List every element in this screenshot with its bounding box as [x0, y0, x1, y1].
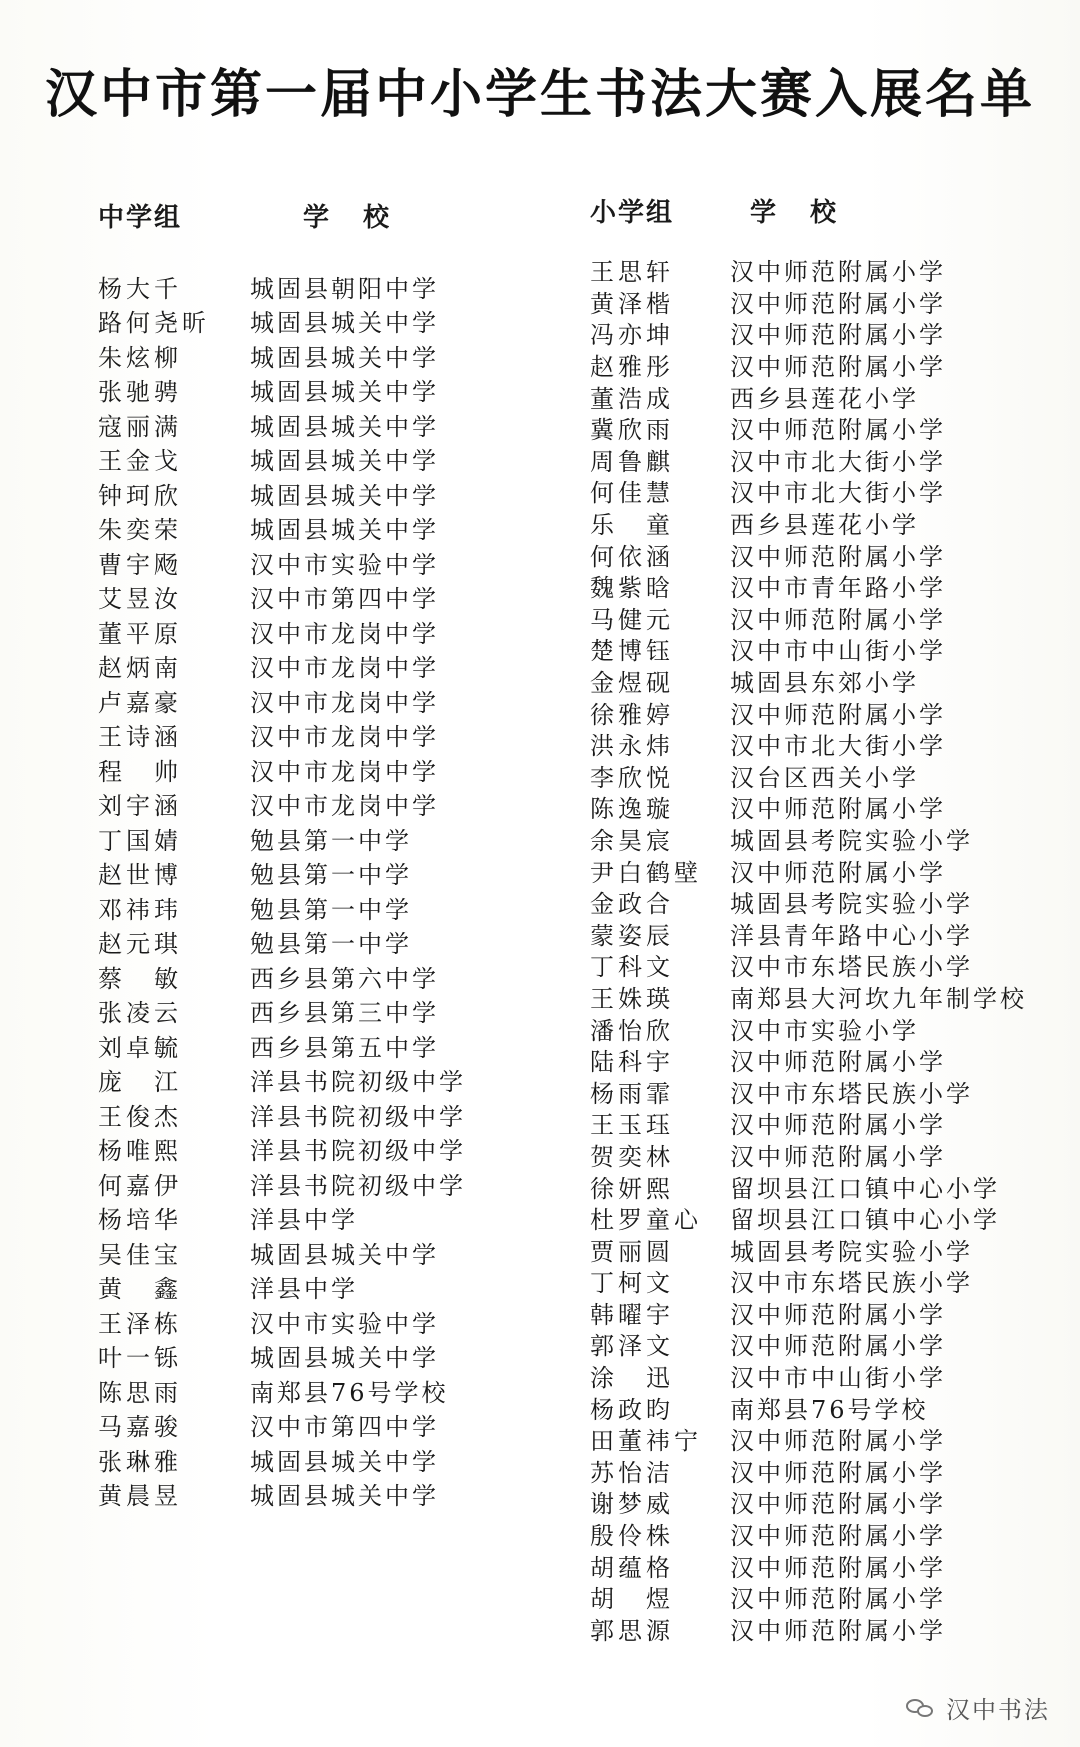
- middle-school-group-header: 中学组: [98, 202, 183, 233]
- school-name: 城固县朝阳中学: [250, 274, 439, 303]
- list-row: [590, 791, 1060, 823]
- list-row: [590, 728, 1060, 760]
- list-row: [98, 752, 538, 787]
- school-name: 城固县城关中学: [250, 378, 439, 407]
- student-name: 王诗涵: [98, 723, 182, 752]
- list-row: [98, 1201, 538, 1236]
- school-name: 洋县中学: [250, 1206, 358, 1235]
- student-name: 何佳慧: [590, 479, 674, 508]
- school-name: 城固县城关中学: [250, 1447, 439, 1476]
- school-name: 洋县书院初级中学: [250, 1171, 466, 1200]
- student-name: 苏怡洁: [590, 1458, 674, 1487]
- student-name: 陈逸璇: [590, 795, 674, 824]
- school-name: 南郑县大河坎九年制学校: [730, 984, 1027, 1013]
- student-name: 丁柯文: [590, 1269, 674, 1298]
- list-row: [590, 760, 1060, 792]
- list-row: [590, 1075, 1060, 1107]
- student-name: 赵元琪: [98, 930, 182, 959]
- list-row: [590, 412, 1060, 444]
- student-name: 周鲁麒: [590, 447, 674, 476]
- student-name: 卢嘉豪: [98, 688, 182, 717]
- list-row: [590, 665, 1060, 697]
- list-row: [98, 511, 538, 546]
- list-row: [590, 1581, 1060, 1613]
- student-name: 王玉珏: [590, 1111, 674, 1140]
- student-name: 李欣悦: [590, 763, 674, 792]
- student-name: 蔡 敏: [98, 964, 182, 993]
- list-row: [590, 1202, 1060, 1234]
- school-name: 城固县城关中学: [250, 1482, 439, 1511]
- list-row: [590, 507, 1060, 539]
- list-row: [98, 787, 538, 822]
- wechat-icon: [906, 1697, 936, 1719]
- student-name: 马嘉骏: [98, 1413, 182, 1442]
- school-name: 西乡县第三中学: [250, 999, 439, 1028]
- school-name: 汉中市青年路小学: [730, 574, 946, 603]
- student-name: 赵炳南: [98, 654, 182, 683]
- list-row: [98, 1270, 538, 1305]
- student-name: 寇丽满: [98, 412, 182, 441]
- school-name: 汉中市龙岗中学: [250, 723, 439, 752]
- school-name: 南郑县76号学校: [250, 1378, 449, 1407]
- student-name: 董平原: [98, 619, 182, 648]
- student-name: 贾丽圆: [590, 1237, 674, 1266]
- school-name: 汉中师范附属小学: [730, 1522, 946, 1551]
- school-name: 西乡县第六中学: [250, 964, 439, 993]
- list-row: [98, 649, 538, 684]
- student-name: 董浩成: [590, 384, 674, 413]
- list-row: [590, 949, 1060, 981]
- list-row: [98, 580, 538, 615]
- list-row: [98, 1408, 538, 1443]
- student-name: 张凌云: [98, 999, 182, 1028]
- school-name: 汉中师范附属小学: [730, 1300, 946, 1329]
- list-row: [590, 1455, 1060, 1487]
- list-row: [98, 1132, 538, 1167]
- school-name: 汉中市东塔民族小学: [730, 1269, 973, 1298]
- student-name: 徐雅婷: [590, 700, 674, 729]
- student-name: 蒙姿辰: [590, 921, 674, 950]
- list-row: [98, 994, 538, 1029]
- student-name: 田董祎宁: [590, 1427, 702, 1456]
- school-name: 汉中市第四中学: [250, 1413, 439, 1442]
- student-name: 金政合: [590, 890, 674, 919]
- list-row: [590, 1549, 1060, 1581]
- school-name: 城固县城关中学: [250, 516, 439, 545]
- list-row: [590, 254, 1060, 286]
- school-name: 汉中师范附属小学: [730, 321, 946, 350]
- student-name: 王姝瑛: [590, 984, 674, 1013]
- list-row: [98, 890, 538, 925]
- school-name: 汉中师范附属小学: [730, 1490, 946, 1519]
- school-name: 勉县第一中学: [250, 826, 412, 855]
- list-row: [590, 570, 1060, 602]
- list-row: [590, 475, 1060, 507]
- list-row: [98, 1063, 538, 1098]
- school-name: 汉中师范附属小学: [730, 1458, 946, 1487]
- school-name: 城固县城关中学: [250, 481, 439, 510]
- list-row: [590, 1518, 1060, 1550]
- middle-school-section: [98, 195, 538, 1511]
- student-name: 张驰骋: [98, 378, 182, 407]
- list-row: [98, 304, 538, 339]
- school-name: 城固县东郊小学: [730, 669, 919, 698]
- list-row: [98, 545, 538, 580]
- list-row: [590, 696, 1060, 728]
- student-name: 涂 迅: [590, 1364, 674, 1393]
- student-name: 冯亦坤: [590, 321, 674, 350]
- list-row: [590, 1360, 1060, 1392]
- school-name: 汉中师范附属小学: [730, 1142, 946, 1171]
- student-name: 王金戈: [98, 447, 182, 476]
- student-name: 何嘉伊: [98, 1171, 182, 1200]
- list-row: [590, 1265, 1060, 1297]
- middle-school-list: [98, 269, 538, 1511]
- middle-school-header: [98, 195, 538, 235]
- school-name: 汉台区西关小学: [730, 763, 919, 792]
- student-name: 郭泽文: [590, 1332, 674, 1361]
- school-name: 南郑县76号学校: [730, 1395, 929, 1424]
- school-name: 留坝县江口镇中心小学: [730, 1206, 1000, 1235]
- school-name: 勉县第一中学: [250, 895, 412, 924]
- student-name: 杜罗童心: [590, 1206, 702, 1235]
- student-name: 庞 江: [98, 1068, 182, 1097]
- student-name: 韩曜宇: [590, 1300, 674, 1329]
- list-row: [98, 1442, 538, 1477]
- primary-school-group-header: 小学组: [590, 197, 675, 228]
- school-name: 洋县书院初级中学: [250, 1068, 466, 1097]
- student-name: 乐 童: [590, 511, 674, 540]
- list-row: [98, 925, 538, 960]
- list-row: [98, 1477, 538, 1512]
- list-row: [98, 683, 538, 718]
- school-name: 汉中师范附属小学: [730, 700, 946, 729]
- list-row: [590, 1613, 1060, 1645]
- school-name: 汉中师范附属小学: [730, 1427, 946, 1456]
- student-name: 朱炫柳: [98, 343, 182, 372]
- primary-school-list: [590, 254, 1060, 1644]
- student-name: 曹宇飏: [98, 550, 182, 579]
- student-name: 王泽栋: [98, 1309, 182, 1338]
- student-name: 冀欣雨: [590, 416, 674, 445]
- list-row: [590, 981, 1060, 1013]
- list-row: [590, 1044, 1060, 1076]
- list-row: [98, 821, 538, 856]
- primary-school-school-header: 学校: [750, 197, 871, 228]
- student-name: 赵世博: [98, 861, 182, 890]
- student-name: 朱奕荣: [98, 516, 182, 545]
- student-name: 尹白鹤壁: [590, 858, 702, 887]
- student-name: 吴佳宝: [98, 1240, 182, 1269]
- list-row: [590, 444, 1060, 476]
- list-row: [590, 1107, 1060, 1139]
- list-row: [98, 1097, 538, 1132]
- school-name: 汉中市实验中学: [250, 550, 439, 579]
- list-row: [590, 1297, 1060, 1329]
- school-name: 西乡县第五中学: [250, 1033, 439, 1062]
- school-name: 城固县城关中学: [250, 309, 439, 338]
- student-name: 郭思源: [590, 1616, 674, 1645]
- page-title: 汉中市第一届中小学生书法大赛入展名单: [44, 64, 1035, 125]
- student-name: 余昊宸: [590, 826, 674, 855]
- school-name: 汉中师范附属小学: [730, 353, 946, 382]
- student-name: 艾昱汝: [98, 585, 182, 614]
- school-name: 汉中师范附属小学: [730, 1616, 946, 1645]
- student-name: 刘宇涵: [98, 792, 182, 821]
- list-row: [590, 633, 1060, 665]
- student-name: 邓祎玮: [98, 895, 182, 924]
- school-name: 汉中师范附属小学: [730, 858, 946, 887]
- school-name: 城固县考院实验小学: [730, 1237, 973, 1266]
- school-name: 城固县城关中学: [250, 1240, 439, 1269]
- list-row: [98, 1235, 538, 1270]
- student-name: 杨唯熙: [98, 1137, 182, 1166]
- list-row: [98, 1028, 538, 1063]
- student-name: 徐妍熙: [590, 1174, 674, 1203]
- list-row: [590, 1233, 1060, 1265]
- primary-school-section: [590, 190, 1060, 1644]
- school-name: 勉县第一中学: [250, 930, 412, 959]
- school-name: 汉中市中山街小学: [730, 1364, 946, 1393]
- list-row: [98, 1339, 538, 1374]
- school-name: 汉中市北大街小学: [730, 732, 946, 761]
- student-name: 丁科文: [590, 953, 674, 982]
- list-row: [590, 1139, 1060, 1171]
- school-name: 洋县书院初级中学: [250, 1102, 466, 1131]
- list-row: [98, 1166, 538, 1201]
- list-row: [590, 917, 1060, 949]
- school-name: 汉中市北大街小学: [730, 479, 946, 508]
- student-name: 赵雅彤: [590, 353, 674, 382]
- list-row: [590, 823, 1060, 855]
- student-name: 潘怡欣: [590, 1016, 674, 1045]
- list-row: [98, 1304, 538, 1339]
- student-name: 黄晨昱: [98, 1482, 182, 1511]
- student-name: 黄 鑫: [98, 1275, 182, 1304]
- list-row: [98, 269, 538, 304]
- list-row: [98, 442, 538, 477]
- watermark-text: 汉中书法: [946, 1696, 1050, 1724]
- school-name: 汉中师范附属小学: [730, 1111, 946, 1140]
- school-name: 汉中师范附属小学: [730, 1553, 946, 1582]
- school-name: 留坝县江口镇中心小学: [730, 1174, 1000, 1203]
- school-name: 洋县中学: [250, 1275, 358, 1304]
- school-name: 汉中师范附属小学: [730, 258, 946, 287]
- student-name: 杨大千: [98, 274, 182, 303]
- student-name: 殷伶株: [590, 1522, 674, 1551]
- school-name: 汉中市龙岗中学: [250, 757, 439, 786]
- school-name: 城固县城关中学: [250, 447, 439, 476]
- school-name: 城固县城关中学: [250, 412, 439, 441]
- student-name: 金煜砚: [590, 669, 674, 698]
- list-row: [98, 856, 538, 891]
- student-name: 丁国婧: [98, 826, 182, 855]
- school-name: 汉中师范附属小学: [730, 1585, 946, 1614]
- list-row: [98, 614, 538, 649]
- student-name: 刘卓毓: [98, 1033, 182, 1062]
- school-name: 汉中师范附属小学: [730, 542, 946, 571]
- school-name: 城固县城关中学: [250, 1344, 439, 1373]
- watermark: [906, 1690, 1050, 1725]
- student-name: 楚博钰: [590, 637, 674, 666]
- student-name: 杨政昀: [590, 1395, 674, 1424]
- school-name: 洋县青年路中心小学: [730, 921, 973, 950]
- student-name: 马健元: [590, 605, 674, 634]
- list-row: [98, 476, 538, 511]
- student-name: 胡蕴格: [590, 1553, 674, 1582]
- school-name: 汉中师范附属小学: [730, 1332, 946, 1361]
- student-name: 程 帅: [98, 757, 182, 786]
- school-name: 西乡县莲花小学: [730, 511, 919, 540]
- school-name: 勉县第一中学: [250, 861, 412, 890]
- student-name: 洪永炜: [590, 732, 674, 761]
- list-row: [98, 718, 538, 753]
- student-name: 魏紫晗: [590, 574, 674, 603]
- list-row: [590, 1486, 1060, 1518]
- student-name: 陈思雨: [98, 1378, 182, 1407]
- student-name: 钟珂欣: [98, 481, 182, 510]
- list-row: [590, 602, 1060, 634]
- student-name: 何依涵: [590, 542, 674, 571]
- school-name: 洋县书院初级中学: [250, 1137, 466, 1166]
- school-name: 城固县考院实验小学: [730, 826, 973, 855]
- list-row: [590, 538, 1060, 570]
- list-row: [590, 1391, 1060, 1423]
- school-name: 汉中市第四中学: [250, 585, 439, 614]
- school-name: 汉中市中山街小学: [730, 637, 946, 666]
- school-name: 汉中市实验小学: [730, 1016, 919, 1045]
- student-name: 张琳雅: [98, 1447, 182, 1476]
- school-name: 汉中师范附属小学: [730, 605, 946, 634]
- school-name: 汉中市东塔民族小学: [730, 1079, 973, 1108]
- list-row: [98, 959, 538, 994]
- list-row: [590, 886, 1060, 918]
- student-name: 谢梦威: [590, 1490, 674, 1519]
- school-name: 汉中师范附属小学: [730, 289, 946, 318]
- school-name: 汉中市龙岗中学: [250, 688, 439, 717]
- list-row: [590, 1328, 1060, 1360]
- school-name: 汉中市龙岗中学: [250, 792, 439, 821]
- school-name: 城固县城关中学: [250, 343, 439, 372]
- school-name: 汉中市龙岗中学: [250, 619, 439, 648]
- student-name: 贺奕林: [590, 1142, 674, 1171]
- list-row: [590, 349, 1060, 381]
- list-row: [590, 317, 1060, 349]
- school-name: 汉中市北大街小学: [730, 447, 946, 476]
- list-row: [98, 338, 538, 373]
- primary-school-header: [590, 190, 1060, 230]
- student-name: 杨雨霏: [590, 1079, 674, 1108]
- student-name: 黄泽楷: [590, 289, 674, 318]
- list-row: [98, 1373, 538, 1408]
- student-name: 胡 煜: [590, 1585, 674, 1614]
- school-name: 汉中师范附属小学: [730, 795, 946, 824]
- school-name: 汉中师范附属小学: [730, 1048, 946, 1077]
- list-row: [590, 380, 1060, 412]
- student-name: 王俊杰: [98, 1102, 182, 1131]
- student-name: 杨培华: [98, 1206, 182, 1235]
- list-row: [590, 854, 1060, 886]
- school-name: 汉中市龙岗中学: [250, 654, 439, 683]
- middle-school-school-header: 学校: [303, 202, 424, 233]
- list-row: [590, 1170, 1060, 1202]
- school-name: 汉中师范附属小学: [730, 416, 946, 445]
- school-name: 汉中市实验中学: [250, 1309, 439, 1338]
- school-name: 汉中市东塔民族小学: [730, 953, 973, 982]
- student-name: 路何尧昕: [98, 309, 210, 338]
- school-name: 西乡县莲花小学: [730, 384, 919, 413]
- list-row: [98, 373, 538, 408]
- list-row: [590, 286, 1060, 318]
- student-name: 王思轩: [590, 258, 674, 287]
- list-row: [590, 1423, 1060, 1455]
- list-row: [98, 407, 538, 442]
- student-name: 陆科宇: [590, 1048, 674, 1077]
- student-name: 叶一铄: [98, 1344, 182, 1373]
- school-name: 城固县考院实验小学: [730, 890, 973, 919]
- list-row: [590, 1012, 1060, 1044]
